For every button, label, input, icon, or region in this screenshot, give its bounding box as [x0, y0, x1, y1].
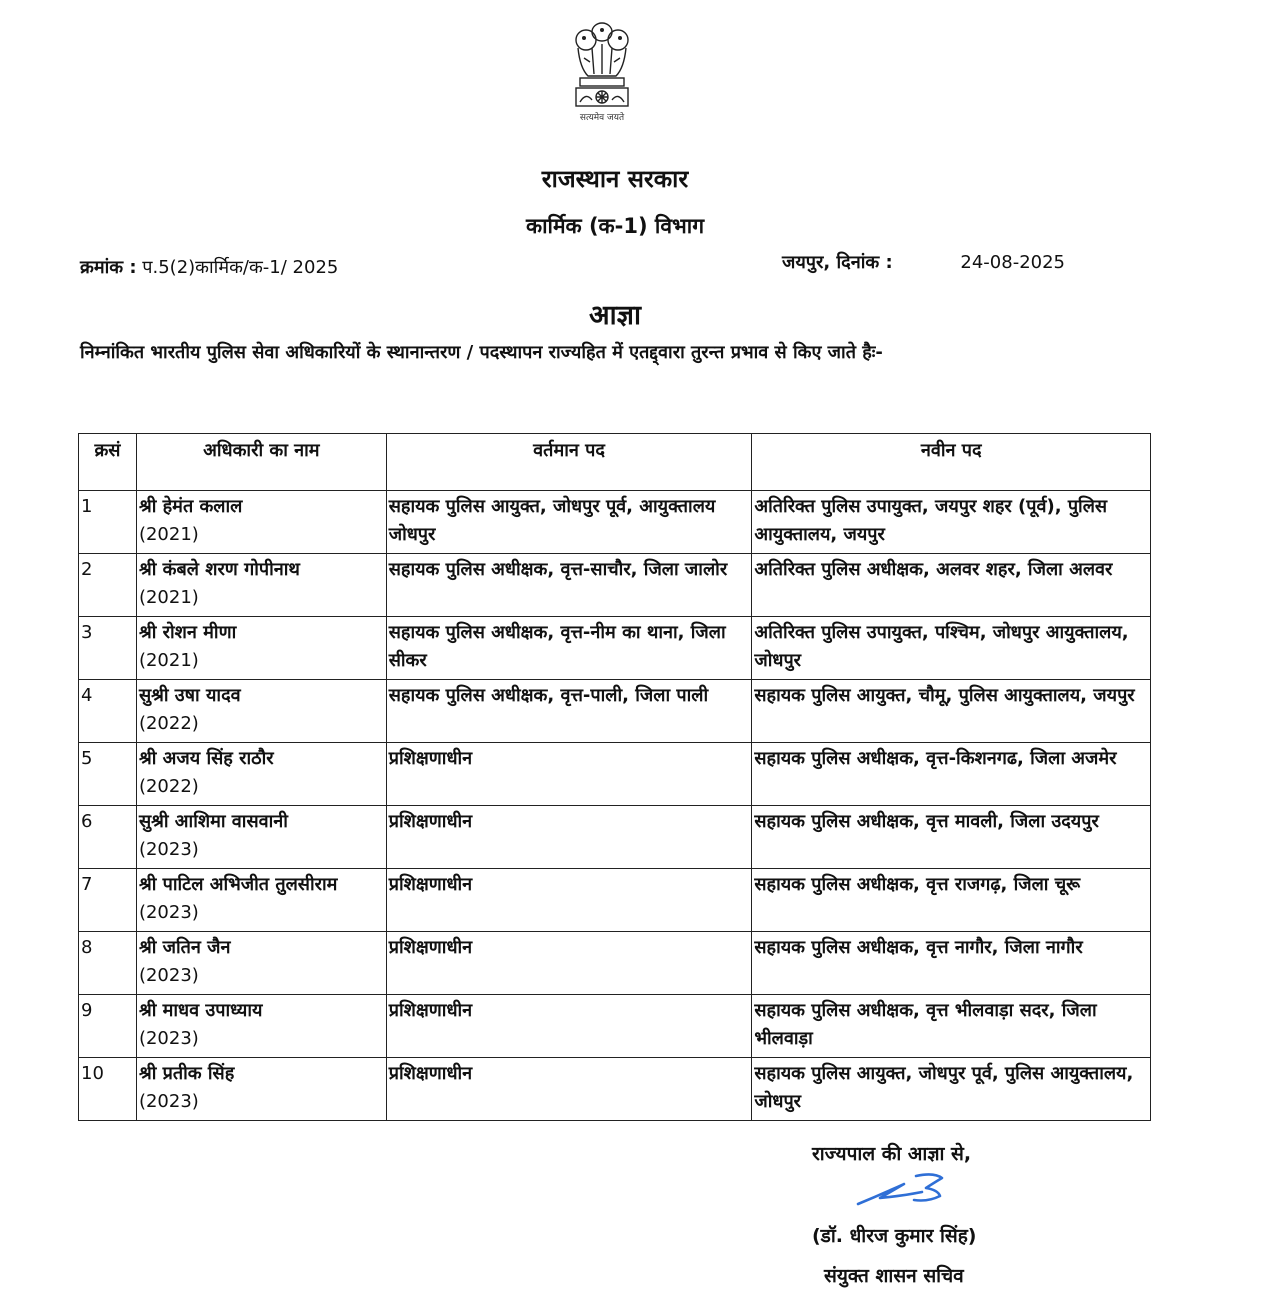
officer-batch: (2023)	[138, 965, 199, 986]
officer-name: श्री हेमंत कलाल	[138, 496, 243, 517]
officer-batch: (2023)	[138, 902, 199, 923]
new-post: अतिरिक्त पुलिस अधीक्षक, अलवर शहर, जिला अलवर	[752, 554, 1151, 617]
new-post: अतिरिक्त पुलिस उपायुक्त, पश्चिम, जोधपुर आयुक्तालय, जोधपुर	[752, 617, 1151, 680]
serial-number: 10	[79, 1058, 137, 1121]
new-post: सहायक पुलिस अधीक्षक, वृत्त-किशनगढ, जिला अजमेर	[752, 743, 1151, 806]
new-post: सहायक पुलिस आयुक्त, जोधपुर पूर्व, पुलिस आयुक्तालय, जोधपुर	[752, 1058, 1151, 1121]
table-row	[79, 617, 1151, 680]
officer-name: सुश्री उषा यादव	[138, 685, 241, 706]
current-post: सहायक पुलिस अधीक्षक, वृत्त-पाली, जिला पाली	[386, 680, 752, 743]
table-row	[79, 869, 1151, 932]
serial-number: 1	[79, 491, 137, 554]
officer-batch: (2023)	[138, 1028, 199, 1049]
officer-name: श्री कंबले शरण गोपीनाथ	[138, 559, 300, 580]
current-post: प्रशिक्षणाधीन	[386, 869, 752, 932]
header-officer-name: अधिकारी का नाम	[136, 434, 386, 491]
serial-number: 2	[79, 554, 137, 617]
new-post: सहायक पुलिस अधीक्षक, वृत्त भीलवाड़ा सदर, जिला भीलवाड़ा	[752, 995, 1151, 1058]
table-row	[79, 995, 1151, 1058]
header-new-post: नवीन पद	[752, 434, 1151, 491]
officer-cell	[136, 932, 386, 995]
officer-name: श्री जतिन जैन	[138, 937, 231, 958]
current-post: प्रशिक्षणाधीन	[386, 995, 752, 1058]
authority-line: राज्यपाल की आज्ञा से,	[812, 1143, 972, 1165]
officer-name: श्री माधव उपाध्याय	[138, 1000, 263, 1021]
current-post: प्रशिक्षणाधीन	[386, 1058, 752, 1121]
officer-cell	[136, 1058, 386, 1121]
order-date-value: 24-08-2025	[960, 252, 1065, 273]
current-post: सहायक पुलिस आयुक्त, जोधपुर पूर्व, आयुक्तालय जोधपुर	[386, 491, 752, 554]
officer-cell	[136, 617, 386, 680]
officer-name: श्री प्रतीक सिंह	[138, 1063, 235, 1084]
table-row	[79, 554, 1151, 617]
officer-cell	[136, 995, 386, 1058]
current-post: सहायक पुलिस अधीक्षक, वृत्त-साचौर, जिला जालोर	[386, 554, 752, 617]
table-row	[79, 806, 1151, 869]
new-post: सहायक पुलिस आयुक्त, चौमू, पुलिस आयुक्तालय, जयपुर	[752, 680, 1151, 743]
officer-name: सुश्री आशिमा वासवानी	[138, 811, 288, 832]
officer-cell	[136, 743, 386, 806]
header-current-post: वर्तमान पद	[386, 434, 752, 491]
officer-name: श्री पाटिल अभिजीत तुलसीराम	[138, 874, 338, 895]
current-post: प्रशिक्षणाधीन	[386, 806, 752, 869]
serial-number: 9	[79, 995, 137, 1058]
current-post: प्रशिक्षणाधीन	[386, 743, 752, 806]
serial-number: 6	[79, 806, 137, 869]
current-post: सहायक पुलिस अधीक्षक, वृत्त-नीम का थाना, जिला सीकर	[386, 617, 752, 680]
officer-batch: (2021)	[138, 587, 199, 608]
new-post: अतिरिक्त पुलिस उपायुक्त, जयपुर शहर (पूर्व), पुलिस आयुक्तालय, जयपुर	[752, 491, 1151, 554]
department-title: कार्मिक (क-1) विभाग	[525, 214, 705, 238]
order-heading: आज्ञा	[589, 300, 641, 331]
officer-name: श्री रोशन मीणा	[138, 622, 237, 643]
officer-batch: (2023)	[138, 1091, 199, 1112]
header-serial: क्रसं	[79, 434, 137, 491]
table-row	[79, 491, 1151, 554]
officer-batch: (2021)	[138, 650, 199, 671]
reference-number-label: क्रमांक :	[80, 257, 137, 278]
officer-batch: (2022)	[138, 713, 199, 734]
signature-icon	[852, 1168, 952, 1212]
new-post: सहायक पुलिस अधीक्षक, वृत्त मावली, जिला उदयपुर	[752, 806, 1151, 869]
officer-cell	[136, 491, 386, 554]
table-header-row	[79, 434, 1151, 491]
serial-number: 8	[79, 932, 137, 995]
officer-cell	[136, 806, 386, 869]
transfer-table	[78, 433, 1151, 1121]
reference-number	[80, 255, 338, 279]
emblem-motto: सत्यमेव जयते	[579, 113, 625, 123]
serial-number: 5	[79, 743, 137, 806]
current-post: प्रशिक्षणाधीन	[386, 932, 752, 995]
table-row	[79, 932, 1151, 995]
signatory-designation: संयुक्त शासन सचिव	[824, 1265, 964, 1287]
serial-number: 3	[79, 617, 137, 680]
order-intro: निम्नांकित भारतीय पुलिस सेवा अधिकारियों के स्थानान्तरण / पदस्थापन राज्यहित में एतद्द्वारा तुरन्त प्रभाव से किए जाते हैः-	[80, 342, 883, 363]
table-row	[79, 743, 1151, 806]
table-row	[79, 1058, 1151, 1121]
government-title: राजस्थान सरकार	[541, 165, 689, 193]
new-post: सहायक पुलिस अधीक्षक, वृत्त राजगढ़, जिला चूरू	[752, 869, 1151, 932]
signatory-name: (डॉ. धीरज कुमार सिंह)	[812, 1225, 977, 1247]
officer-cell	[136, 869, 386, 932]
new-post: सहायक पुलिस अधीक्षक, वृत्त नागौर, जिला नागौर	[752, 932, 1151, 995]
serial-number: 7	[79, 869, 137, 932]
officer-batch: (2021)	[138, 524, 199, 545]
officer-cell	[136, 680, 386, 743]
order-date	[782, 250, 1065, 274]
table-row	[79, 680, 1151, 743]
officer-batch: (2022)	[138, 776, 199, 797]
serial-number: 4	[79, 680, 137, 743]
reference-number-value: प.5(2)कार्मिक/क-1/ 2025	[142, 257, 339, 278]
officer-name: श्री अजय सिंह राठौर	[138, 748, 274, 769]
officer-cell	[136, 554, 386, 617]
order-date-label: जयपुर, दिनांक :	[782, 252, 893, 273]
officer-batch: (2023)	[138, 839, 199, 860]
